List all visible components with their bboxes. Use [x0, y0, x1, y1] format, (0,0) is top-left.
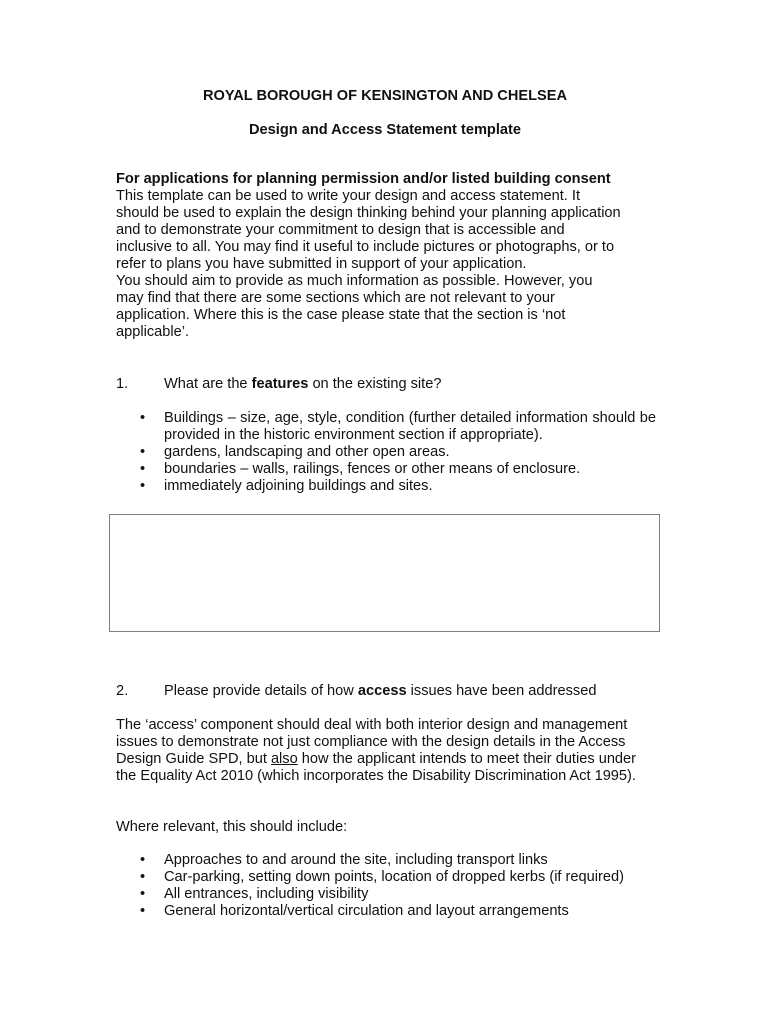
list-item [138, 461, 656, 478]
section2-question-text [164, 683, 596, 700]
list-item-text: General horizontal/vertical circulation and layout arrangements [164, 903, 569, 919]
section1-number: 1. [116, 376, 129, 392]
bullet-icon: • [140, 869, 146, 885]
document-subtitle: Design and Access Statement template [249, 122, 521, 138]
bullet-icon: • [140, 444, 146, 460]
list-item [138, 444, 656, 461]
bullet-icon: • [140, 478, 146, 494]
section2-number: 2. [116, 683, 129, 699]
para-underlined-word: also [270, 751, 298, 767]
list-item [138, 903, 678, 920]
question-keyword: access [357, 683, 407, 699]
list-item-text: gardens, landscaping and other open areas. [164, 444, 450, 460]
bullet-icon: • [140, 852, 146, 868]
list-item [138, 886, 678, 903]
list-item-text: Approaches to and around the site, including transport links [164, 852, 548, 868]
section1-question-text [164, 376, 441, 393]
section2-lead: Where relevant, this should include: [116, 819, 348, 835]
intro-heading: For applications for planning permission and/or listed building consent [116, 171, 611, 187]
para-text: how the applicant intends to meet their duties under the Equality Act 2010 (which incorporates the Disability Discrimination Act 1995). [116, 751, 637, 784]
section2-paragraph [116, 717, 656, 785]
question-post: on the existing site? [308, 376, 442, 392]
list-item-text: All entrances, including visibility [164, 886, 369, 902]
bullet-icon: • [140, 903, 146, 919]
list-item [138, 478, 656, 495]
section1-answer-box[interactable] [109, 514, 660, 632]
intro-line: applicable’. [116, 324, 190, 340]
document-title: ROYAL BOROUGH OF KENSINGTON AND CHELSEA [202, 88, 568, 104]
bullet-icon: • [140, 410, 146, 426]
list-item-text: immediately adjoining buildings and sites. [164, 478, 433, 494]
bullet-icon: • [140, 886, 146, 902]
intro-line: inclusive to all. You may find it useful to include pictures or photographs, or to [116, 239, 615, 255]
intro-line: refer to plans you have submitted in support of your application. [116, 256, 527, 272]
list-item-text: Car-parking, setting down points, location of dropped kerbs (if required) [164, 869, 624, 885]
list-item [138, 852, 678, 869]
intro-line: and to demonstrate your commitment to design that is accessible and [116, 222, 565, 238]
section2-bullet-list [138, 852, 678, 920]
question-keyword: features [251, 376, 309, 392]
intro-section [116, 171, 676, 341]
intro-line: may find that there are some sections which are not relevant to your [116, 290, 555, 306]
intro-line: application. Where this is the case please state that the section is ‘not [116, 307, 566, 323]
para-text: The ‘access’ component should deal with both interior design and management issues to demonstrate not just compliance with the design details in the Access Design Guide SPD, but [116, 717, 628, 767]
section1-bullet-list [138, 410, 656, 495]
intro-line: This template can be used to write your design and access statement. It [116, 188, 580, 204]
list-item-text: Buildings – size, age, style, condition (further detailed information should be provided in the historic environment section if appropriate). [164, 410, 656, 443]
list-item [138, 410, 656, 444]
intro-line: You should aim to provide as much information as possible. However, you [116, 273, 593, 289]
question-pre: What are the [164, 376, 252, 392]
intro-line: should be used to explain the design thinking behind your planning application [116, 205, 621, 221]
list-item [138, 869, 678, 886]
question-post: issues have been addressed [406, 683, 597, 699]
list-item-text: boundaries – walls, railings, fences or other means of enclosure. [164, 461, 581, 477]
bullet-icon: • [140, 461, 146, 477]
question-pre: Please provide details of how [164, 683, 358, 699]
